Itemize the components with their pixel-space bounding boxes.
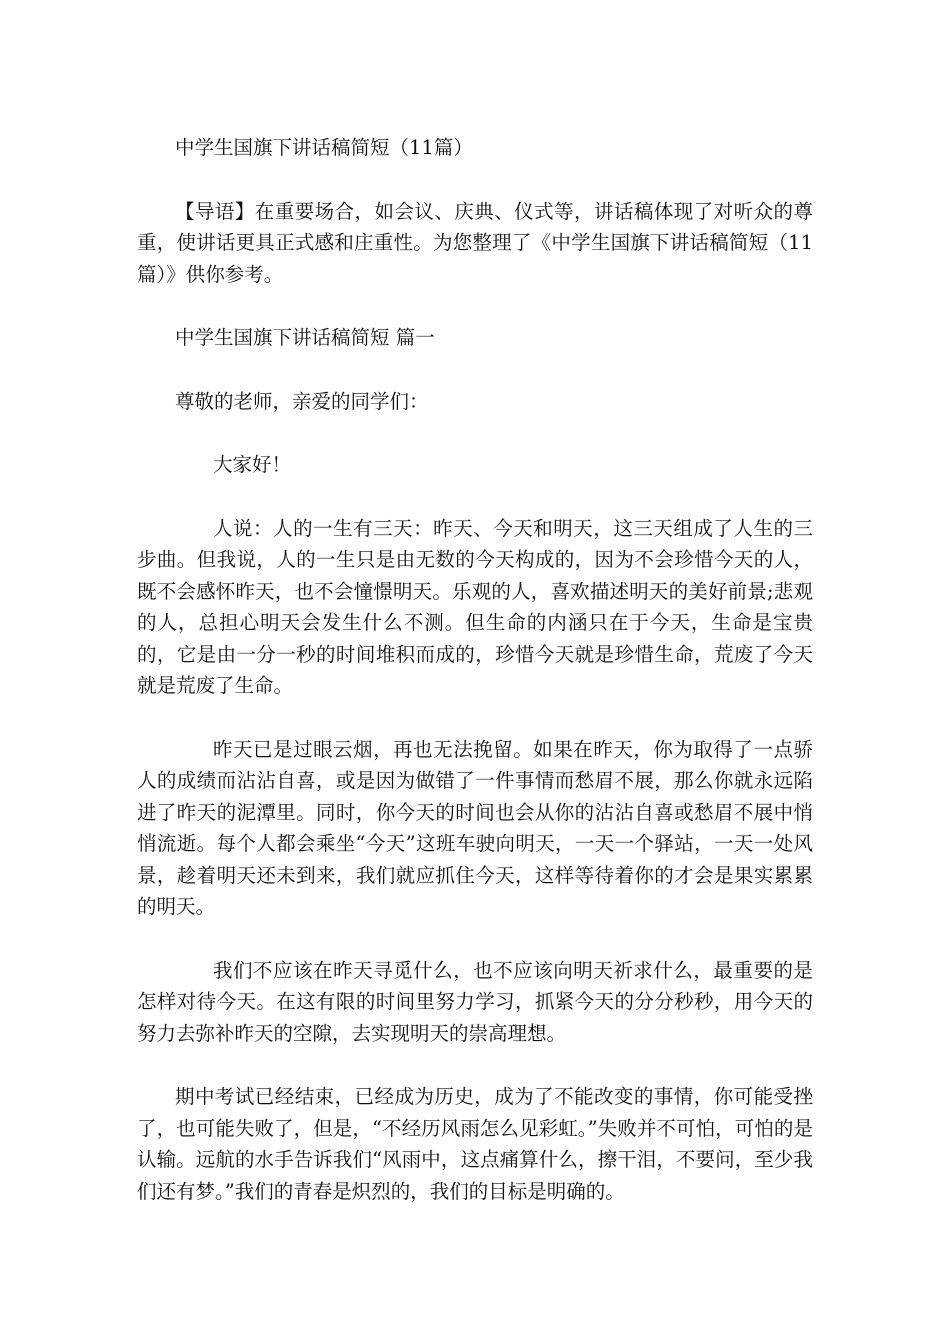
body-paragraph: 昨天已是过眼云烟，再也无法挽留。如果在昨天，你为取得了一点骄人的成绩而沾沾自喜，或是因为做错了一件事情而愁眉不展，那么你就永远陷进了昨天的泥潭里。同时，你今天的时间也会从你的沾沾自喜或愁眉不展中悄悄流逝。每个人都会乘坐“今天”这班车驶向明天，一天一个驿站，一天一处风景，趁着明天还未到来，我们就应抓住今天，这样等待着你的才会是果实累累的明天。 xyxy=(137,737,813,918)
body-paragraph: 期中考试已经结束，已经成为历史，成为了不能改变的事情，你可能受挫了，也可能失败了，但是，“不经历风雨怎么见彩虹。”失败并不可怕，可怕的是认输。远航的水手告诉我们“风雨中，这点痛算什么，擦干泪，不要问，至少我们还有梦。”我们的青春是炽烈的，我们的目标是明确的。 xyxy=(137,1085,813,1203)
salutation: 尊敬的老师，亲爱的同学们： xyxy=(175,389,429,413)
body-paragraph: 我们不应该在昨天寻觅什么，也不应该向明天祈求什么，最重要的是怎样对待今天。在这有限的时间里努力学习，抓紧今天的分分秒秒，用今天的努力去弥补昨天的空隙，去实现明天的崇高理想。 xyxy=(137,958,813,1045)
document-body xyxy=(137,132,813,1207)
greeting: 大家好！ xyxy=(213,453,292,476)
intro-paragraph: 【导语】在重要场合，如会议、庆典、仪式等，讲话稿体现了对听众的尊重，使讲话更具正式感和庄重性。为您整理了《中学生国旗下讲话稿简短（11篇）》供你参考。 xyxy=(137,199,813,286)
section-title: 中学生国旗下讲话稿简短 篇一 xyxy=(175,326,435,349)
document-title: 中学生国旗下讲话稿简短（11篇） xyxy=(175,136,473,159)
body-paragraph: 人说：人的一生有三天：昨天、今天和明天，这三天组成了人生的三步曲。但我说，人的一生只是由无数的今天构成的，因为不会珍惜今天的人，既不会感怀昨天，也不会憧憬明天。乐观的人，喜欢描述明天的美好前景;悲观的人，总担心明天会发生什么不测。但生命的内涵只在于今天，生命是宝贵的，它是由一分一秒的时间堆积而成的，珍惜今天就是珍惜生命，荒废了今天就是荒废了生命。 xyxy=(137,516,813,697)
